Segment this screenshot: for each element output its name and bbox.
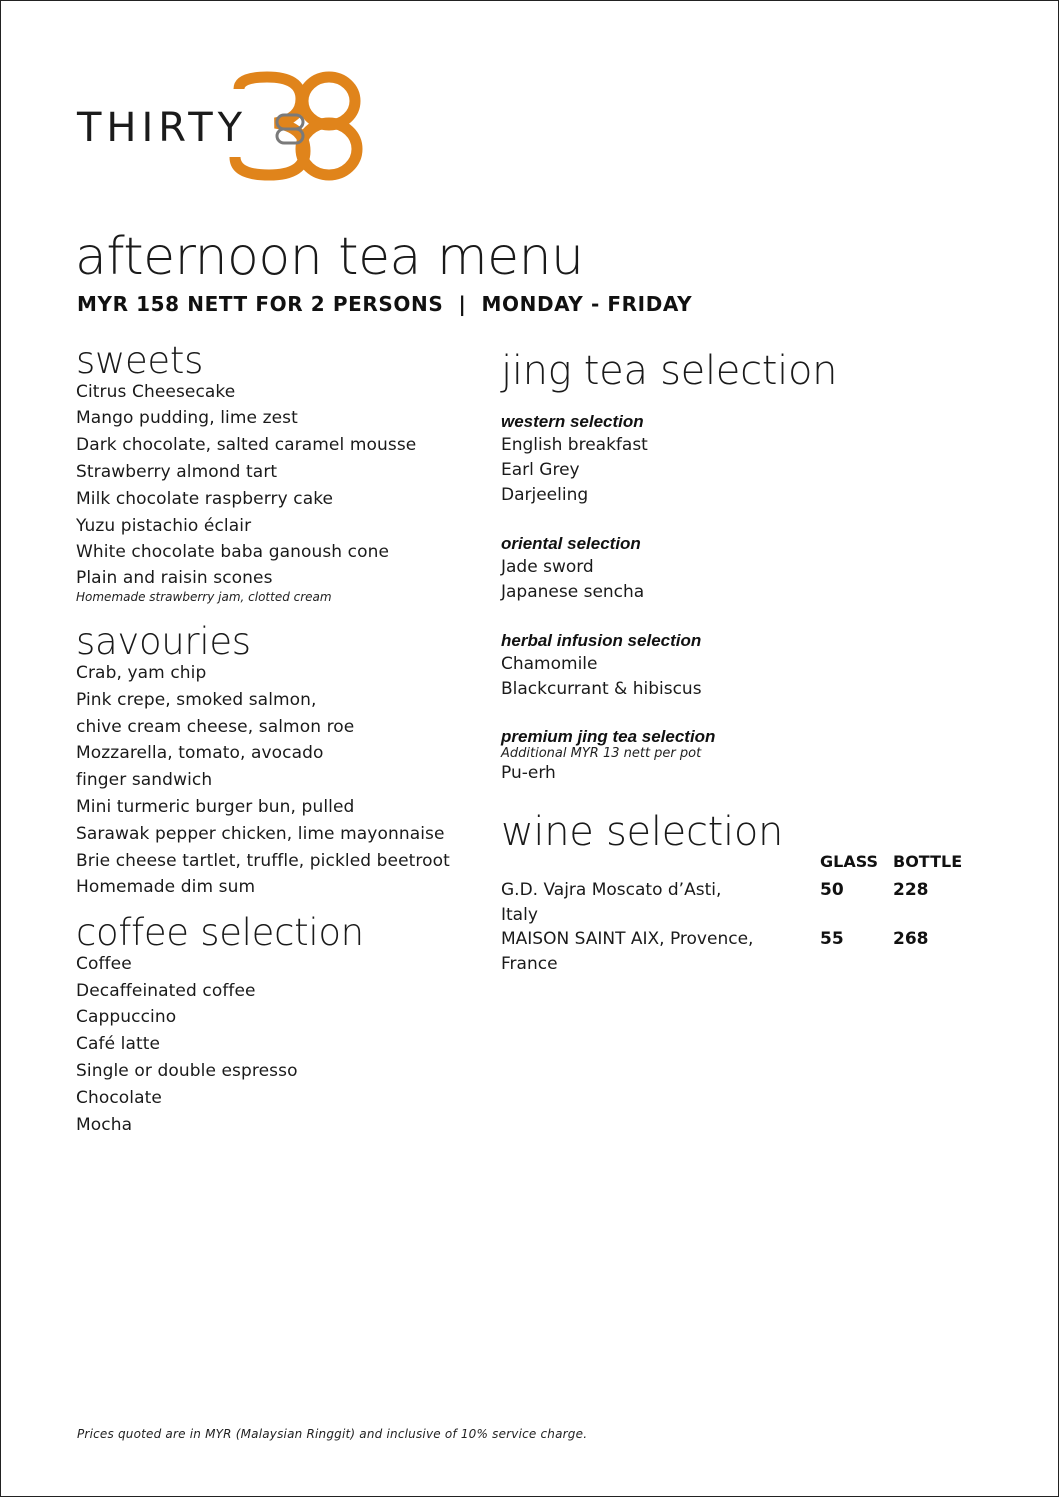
table-row: [501, 927, 981, 976]
bottle-price: 268: [893, 929, 929, 949]
list-item: Crab, yam chip: [76, 662, 207, 683]
list-item: English breakfast: [501, 435, 648, 455]
tea-group-title: western selection: [501, 412, 644, 431]
list-item: Mango pudding, lime zest: [76, 408, 298, 429]
wine-table: [501, 852, 981, 976]
list-item: Decaffeinated coffee: [76, 980, 256, 1001]
tea-group-title: oriental selection: [501, 534, 641, 553]
wine-section: [501, 810, 981, 976]
wine-name-line: MAISON SAINT AIX, Provence,: [501, 929, 754, 949]
price-disclaimer: Prices quoted are in MYR (Malaysian Ringgit) and inclusive of 10% service charge.: [77, 1427, 588, 1441]
list-item: Mozzarella, tomato, avocado: [76, 743, 324, 764]
wine-name-line: France: [501, 954, 558, 974]
list-item: Dark chocolate, salted caramel mousse: [76, 435, 417, 456]
coffee-heading: coffee selection: [76, 911, 364, 955]
glass-price: 50: [820, 880, 844, 900]
coffee-section: [76, 913, 496, 1138]
scones-note: Homemade strawberry jam, clotted cream: [76, 590, 332, 605]
list-item: Earl Grey: [501, 460, 580, 480]
jing-heading: jing tea selection: [501, 348, 838, 394]
list-item: Mocha: [76, 1114, 133, 1135]
wine-name: [501, 878, 801, 928]
tea-group-title: herbal infusion selection: [501, 631, 702, 650]
sweets-heading: sweets: [76, 339, 204, 382]
right-column: [501, 341, 981, 976]
tea-group-oriental: [501, 533, 981, 605]
list-item: Plain and raisin scones: [76, 568, 273, 589]
list-item: Mini turmeric burger bun, pulled: [76, 796, 355, 817]
list-item: White chocolate baba ganoush cone: [76, 542, 390, 563]
list-item: Single or double espresso: [76, 1061, 298, 1081]
list-item: Pu-erh: [501, 763, 556, 783]
list-item: chive cream cheese, salmon roe: [76, 716, 355, 737]
table-row: [501, 878, 981, 927]
list-item: Chocolate: [76, 1087, 162, 1108]
list-item: Cappuccino: [76, 1007, 177, 1028]
tea-group-herbal: [501, 630, 981, 702]
list-item: finger sandwich: [76, 770, 213, 791]
bottle-column-header: BOTTLE: [893, 852, 963, 871]
list-item: Blackcurrant & hibiscus: [501, 679, 702, 699]
list-item: Coffee: [76, 953, 132, 974]
wine-name-line: Italy: [501, 905, 538, 925]
logo-38-mark-icon: [225, 71, 365, 181]
list-item: Chamomile: [501, 654, 598, 674]
logo-wordmark: THIRTY: [77, 105, 248, 151]
wine-name-line: G.D. Vajra Moscato d’Asti,: [501, 880, 722, 900]
list-item: Café latte: [76, 1034, 161, 1055]
list-item: Strawberry almond tart: [76, 462, 278, 483]
list-item: Japanese sencha: [501, 582, 645, 602]
tea-group-premium: [501, 727, 981, 786]
tea-group-western: [501, 411, 981, 508]
list-item: Darjeeling: [501, 485, 589, 505]
tea-group-title: premium jing tea selection: [501, 727, 716, 746]
list-item: Homemade dim sum: [76, 877, 256, 898]
savouries-heading: savouries: [76, 620, 251, 664]
list-item: Citrus Cheesecake: [76, 381, 236, 402]
sweets-section: [76, 341, 496, 604]
wine-heading: wine selection: [501, 809, 784, 855]
list-item: Jade sword: [501, 557, 594, 577]
thirty8-logo: [75, 71, 375, 186]
wine-table-header: [501, 852, 981, 878]
list-item: Brie cheese tartlet, truffle, pickled beetroot: [76, 850, 450, 871]
jing-tea-section: [501, 349, 981, 786]
left-column: [76, 341, 496, 1138]
glass-column-header: GLASS: [820, 852, 879, 871]
menu-title: afternoon tea menu: [75, 227, 584, 287]
list-item: Pink crepe, smoked salmon,: [76, 689, 317, 710]
glass-price: 55: [820, 929, 844, 949]
list-item: Sarawak pepper chicken, lime mayonnaise: [76, 823, 445, 844]
list-item: Milk chocolate raspberry cake: [76, 488, 334, 509]
list-item: Yuzu pistachio éclair: [76, 515, 252, 536]
menu-subtitle: MYR 158 NETT FOR 2 PERSONS | MONDAY - FRIDAY: [77, 292, 693, 316]
wine-name: [501, 927, 801, 977]
savouries-section: [76, 622, 496, 901]
premium-note: Additional MYR 13 nett per pot: [501, 746, 702, 761]
bottle-price: 228: [893, 880, 929, 900]
